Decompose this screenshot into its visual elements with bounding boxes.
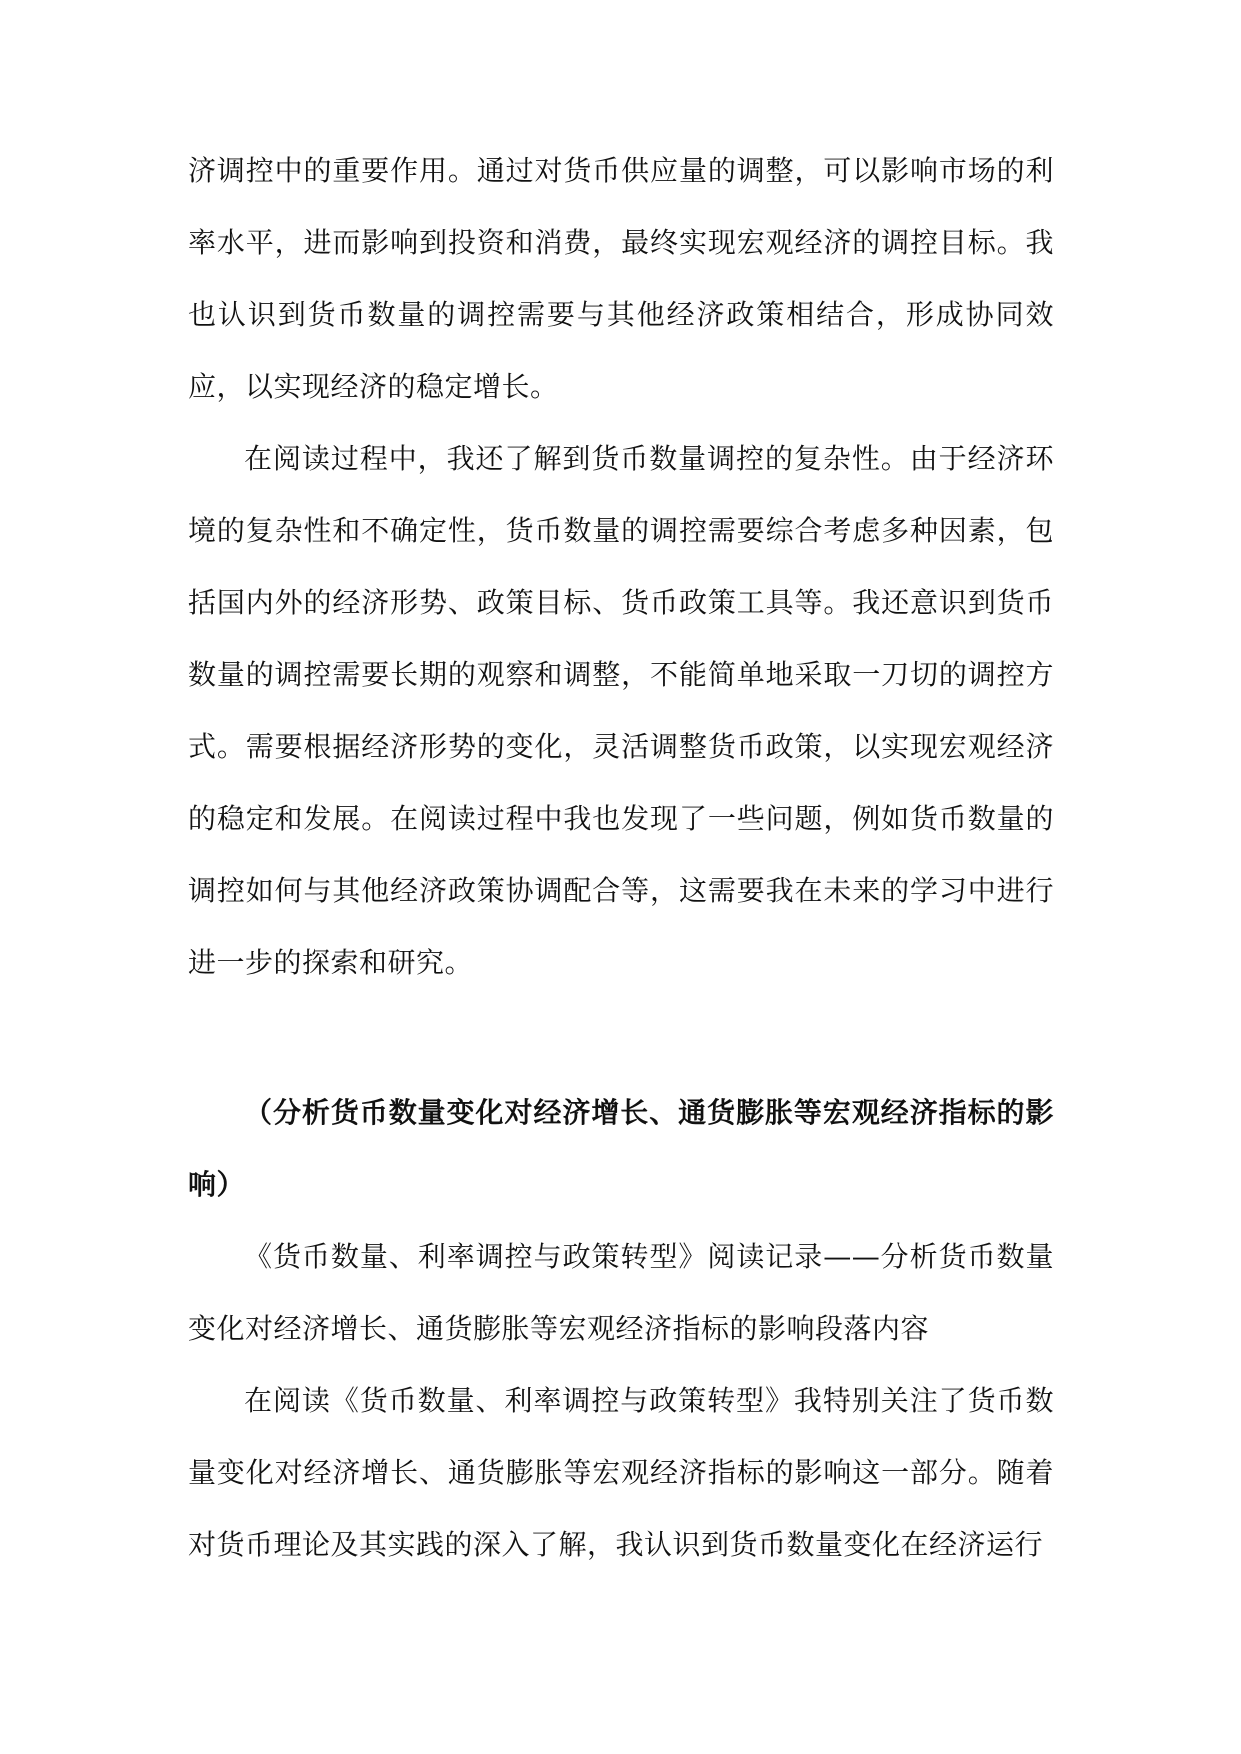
paragraph-reading-record-title bbox=[188, 1221, 1054, 1365]
paragraph-analysis bbox=[188, 1365, 1054, 1581]
paragraph-continued bbox=[188, 135, 1054, 423]
paragraph-text: 济调控中的重要作用。通过对货币供应量的调整，可以影响市场的利率水平，进而影响到投资和消费，最终实现宏观经济的调控目标。我也认识到货币数量的调控需要与其他经济政策相结合，形成协同效应，以实现经济的稳定增长。 bbox=[188, 154, 1054, 403]
paragraph-complexity bbox=[188, 423, 1054, 999]
section-heading: （分析货币数量变化对经济增长、通货膨胀等宏观经济指标的影响） bbox=[188, 1096, 1054, 1201]
paragraph-text: 《货币数量、利率调控与政策转型》阅读记录——分析货币数量变化对经济增长、通货膨胀等宏观经济指标的影响段落内容 bbox=[188, 1240, 1054, 1345]
paragraph-text: 在阅读《货币数量、利率调控与政策转型》我特别关注了货币数量变化对经济增长、通货膨胀等宏观经济指标的影响这一部分。随着对货币理论及其实践的深入了解，我认识到货币数量变化在经济运行 bbox=[188, 1384, 1054, 1561]
paragraph-text: 在阅读过程中，我还了解到货币数量调控的复杂性。由于经济环境的复杂性和不确定性，货币数量的调控需要综合考虑多种因素，包括国内外的经济形势、政策目标、货币政策工具等。我还意识到货币数量的调控需要长期的观察和调整，不能简单地采取一刀切的调控方式。需要根据经济形势的变化，灵活调整货币政策，以实现宏观经济的稳定和发展。在阅读过程中我也发现了一些问题，例如货币数量的调控如何与其他经济政策协调配合等，这需要我在未来的学习中进行进一步的探索和研究。 bbox=[188, 442, 1054, 979]
